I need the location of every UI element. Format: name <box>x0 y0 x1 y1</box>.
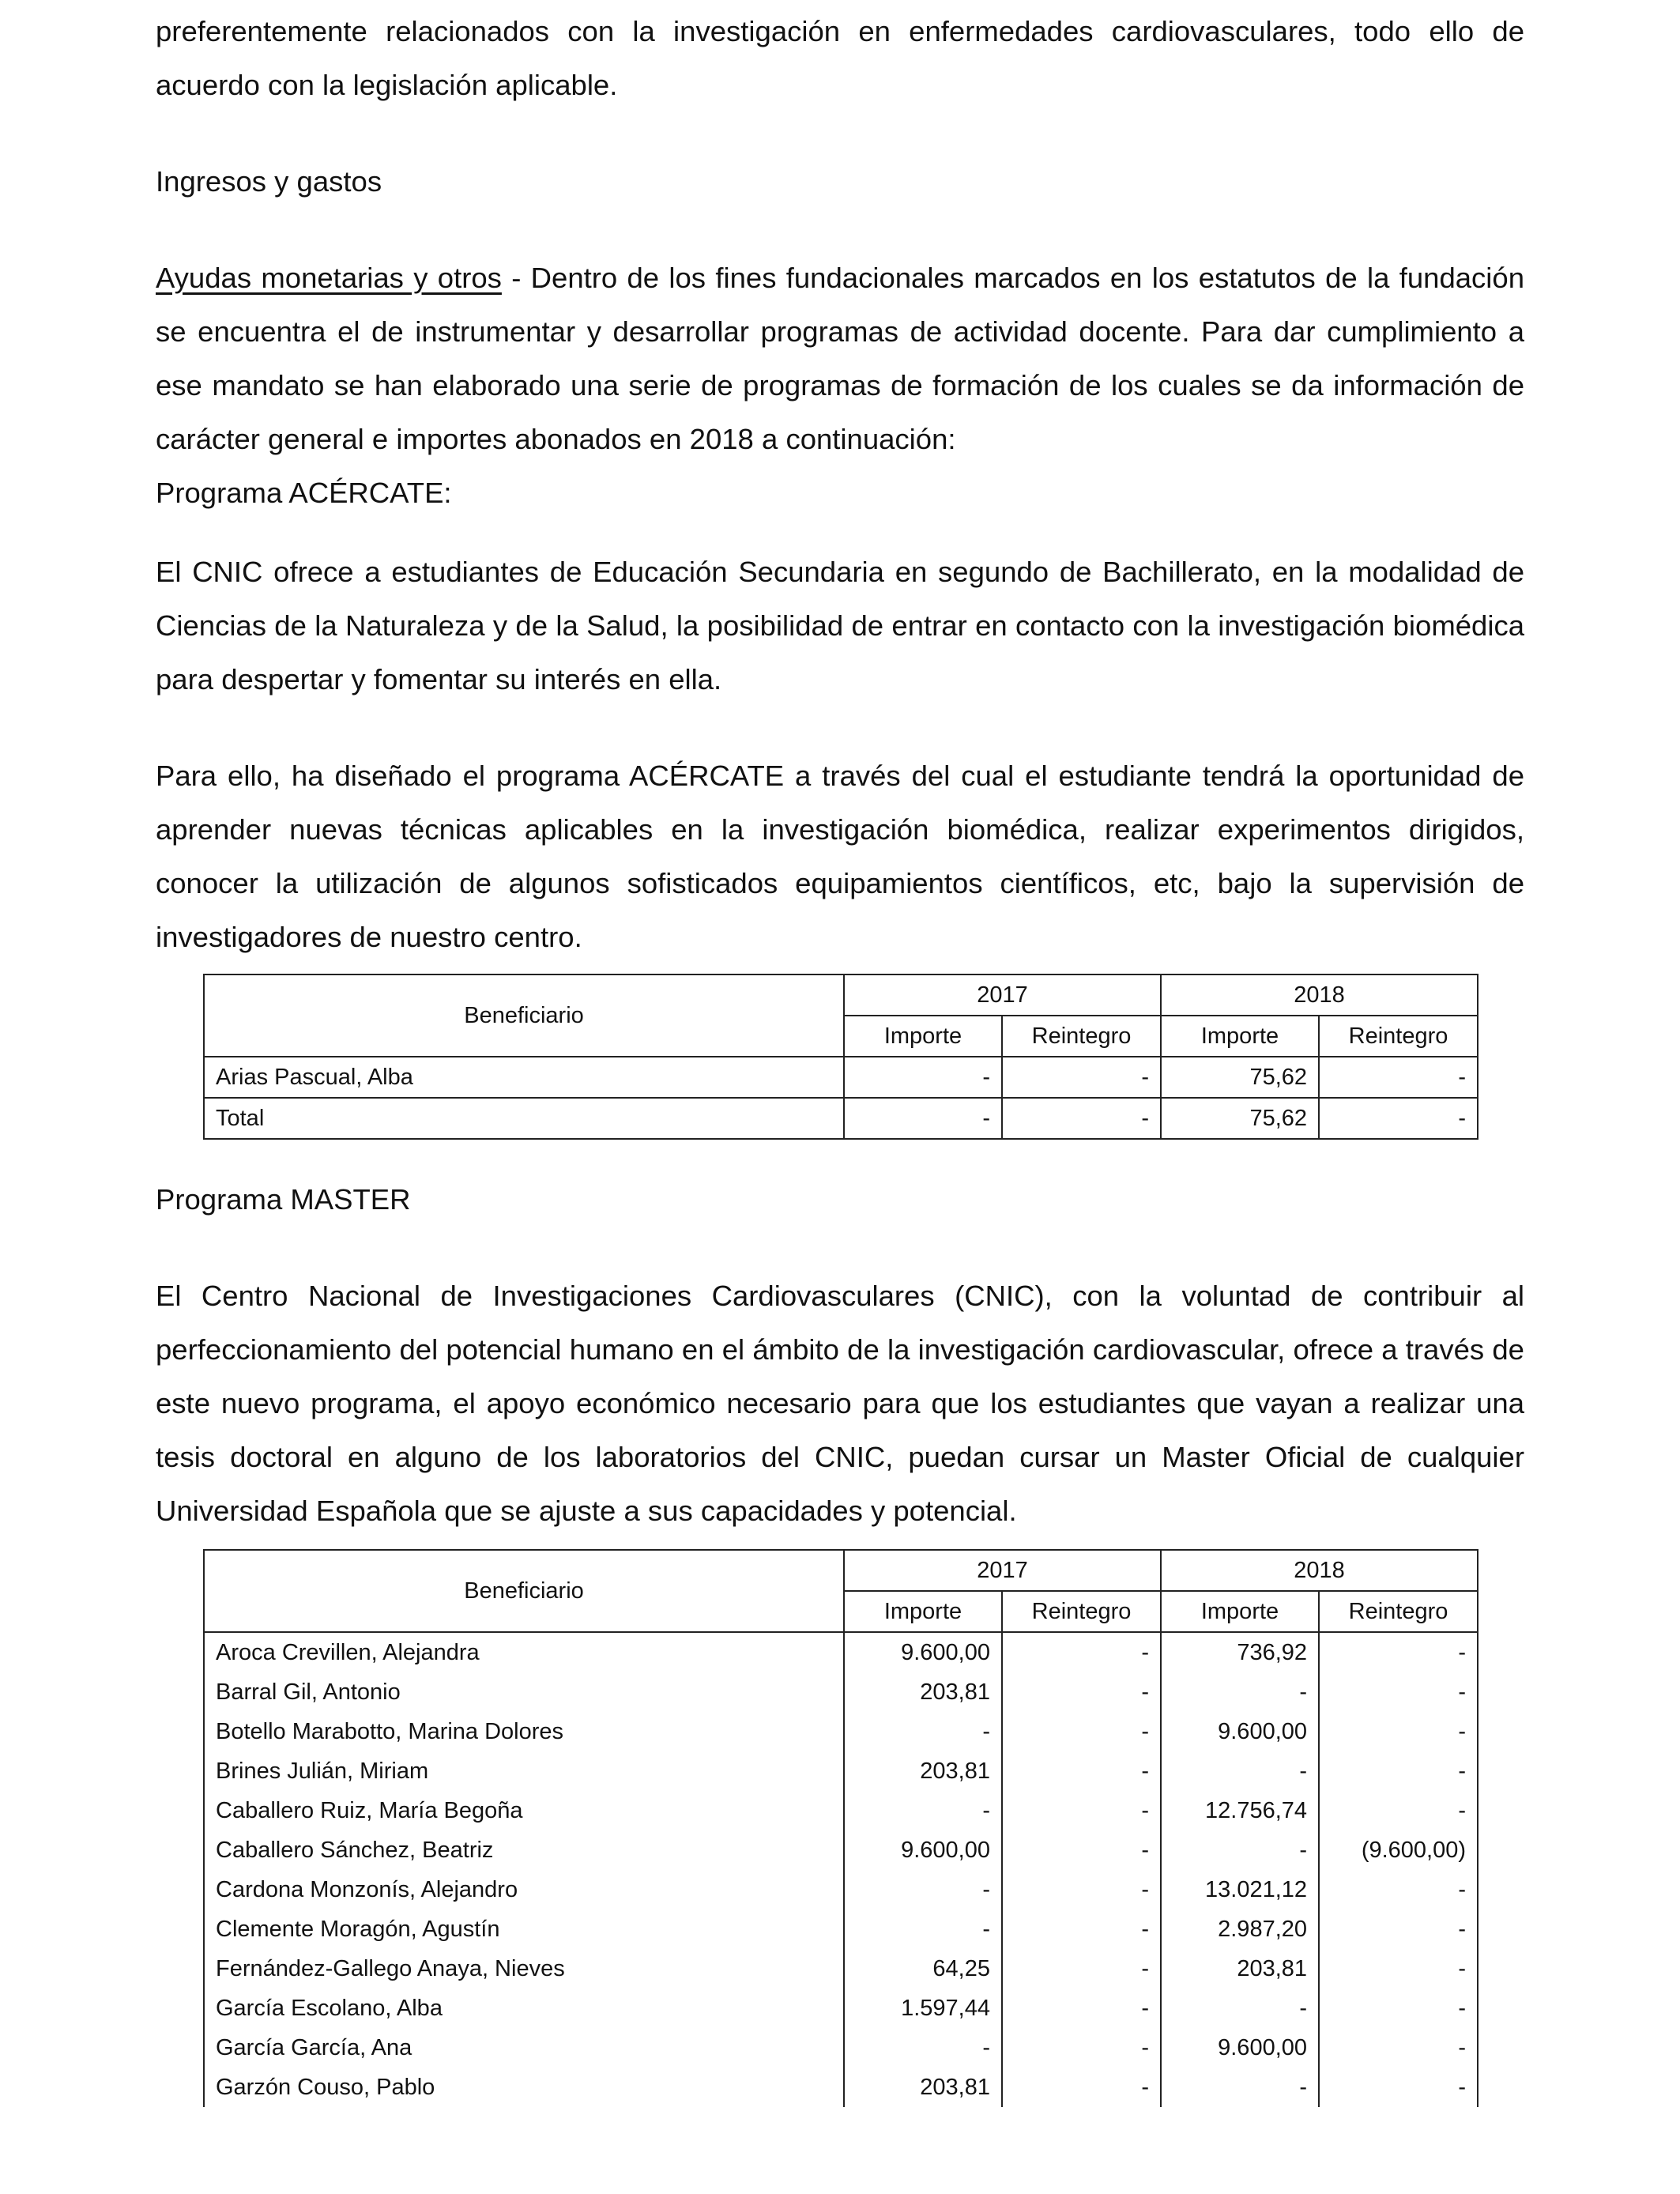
cell-name: Clemente Moragón, Agustín <box>204 1909 844 1949</box>
cell-reintegro-2017: - <box>1002 1909 1161 1949</box>
cell-reintegro-2017: - <box>1002 1791 1161 1830</box>
cell-name: Barral Gil, Antonio <box>204 1672 844 1712</box>
cell-reintegro-2018: - <box>1319 2028 1478 2068</box>
col-header-year-2018: 2018 <box>1161 974 1478 1016</box>
table-row <box>204 1751 1478 1791</box>
cell-reintegro-2018: - <box>1319 1870 1478 1909</box>
cell-reintegro-2017: - <box>1002 1989 1161 2028</box>
col-header-reintegro-2018: Reintegro <box>1319 1016 1478 1057</box>
cell-importe-2017: 203,81 <box>844 1751 1002 1791</box>
cell-importe-2017: - <box>844 1909 1002 1949</box>
cell-name: Aroca Crevillen, Alejandra <box>204 1632 844 1672</box>
cell-importe-2017: 9.600,00 <box>844 1830 1002 1870</box>
table-row <box>204 1989 1478 2028</box>
cell-reintegro-2018: - <box>1319 1672 1478 1712</box>
cell-importe-2017: - <box>844 1057 1002 1098</box>
table-row <box>204 1949 1478 1989</box>
table-row <box>204 1830 1478 1870</box>
cell-reintegro-2018: - <box>1319 1909 1478 1949</box>
cell-importe-2017: - <box>844 1870 1002 1909</box>
intro-paragraph <box>156 5 1524 112</box>
heading-programa-master: Programa MASTER <box>156 1183 411 1216</box>
cell-importe-2018: 12.756,74 <box>1161 1791 1319 1830</box>
cell-name: Caballero Ruiz, María Begoña <box>204 1791 844 1830</box>
col-header-importe-2017: Importe <box>844 1591 1002 1632</box>
cell-importe-2017: - <box>844 2028 1002 2068</box>
cell-importe-2018: - <box>1161 1672 1319 1712</box>
table-row <box>204 1870 1478 1909</box>
cell-importe-2017: - <box>844 1712 1002 1751</box>
cell-importe-2017: 9.600,00 <box>844 1632 1002 1672</box>
cell-importe-2017: 64,25 <box>844 1949 1002 1989</box>
cell-importe-2017: 203,81 <box>844 1672 1002 1712</box>
cell-importe-2017: - <box>844 1791 1002 1830</box>
cell-name: Fernández-Gallego Anaya, Nieves <box>204 1949 844 1989</box>
cell-importe-2018: 2.987,20 <box>1161 1909 1319 1949</box>
intro-line-2: acuerdo con la legislación aplicable. <box>156 69 618 101</box>
cell-reintegro-2018: - <box>1319 1712 1478 1751</box>
cell-importe-2018: 9.600,00 <box>1161 1712 1319 1751</box>
cell-reintegro-2017: - <box>1002 1098 1161 1139</box>
heading-ingresos-gastos: Ingresos y gastos <box>156 165 382 198</box>
table-row <box>204 1057 1478 1098</box>
cell-importe-2017: 1.597,44 <box>844 1989 1002 2028</box>
cell-reintegro-2017: - <box>1002 1949 1161 1989</box>
col-header-year-2018: 2018 <box>1161 1550 1478 1591</box>
col-header-year-2017: 2017 <box>844 1550 1161 1591</box>
cell-importe-2018: - <box>1161 2068 1319 2107</box>
cell-importe-2017: 203,81 <box>844 2068 1002 2107</box>
cell-importe-2018: - <box>1161 1989 1319 2028</box>
acercate-paragraph-2: Para ello, ha diseñado el programa ACÉRCATE a través del cual el estudiante tendrá la oportunidad de aprender nuevas técnicas aplicables en la investigación biomédica, realizar experimentos dirigidos, conocer la utilización de algunos sofisticados equipamientos científicos, etc, bajo la supervisión de investigadores de nuestro centro. <box>156 760 1524 953</box>
cell-importe-2018: 203,81 <box>1161 1949 1319 1989</box>
cell-name: Garzón Couso, Pablo <box>204 2068 844 2107</box>
master-table <box>203 1549 1478 2107</box>
cell-reintegro-2017: - <box>1002 2068 1161 2107</box>
table-row <box>204 2068 1478 2107</box>
col-header-year-2017: 2017 <box>844 974 1161 1016</box>
cell-name: Brines Julián, Miriam <box>204 1751 844 1791</box>
cell-name: Botello Marabotto, Marina Dolores <box>204 1712 844 1751</box>
col-header-importe-2018: Importe <box>1161 1591 1319 1632</box>
cell-reintegro-2018: - <box>1319 1791 1478 1830</box>
cell-reintegro-2018: - <box>1319 2068 1478 2107</box>
table-row <box>204 2028 1478 2068</box>
cell-reintegro-2017: - <box>1002 2028 1161 2068</box>
col-header-importe-2017: Importe <box>844 1016 1002 1057</box>
cell-reintegro-2018: (9.600,00) <box>1319 1830 1478 1870</box>
ayudas-paragraph <box>156 251 1524 466</box>
cell-reintegro-2018: - <box>1319 1057 1478 1098</box>
col-header-beneficiario: Beneficiario <box>204 1550 844 1632</box>
master-paragraph: El Centro Nacional de Investigaciones Cardiovasculares (CNIC), con la voluntad de contribuir al perfeccionamiento del potencial humano en el ámbito de la investigación cardiovascular, ofrece a través de este nuevo programa, el apoyo económico necesario para que los estudiantes que vayan a realizar una tesis doctoral en alguno de los laboratorios del CNIC, puedan cursar un Master Oficial de cualquier Universidad Española que se ajuste a sus capacidades y potencial. <box>156 1280 1524 1527</box>
col-header-importe-2018: Importe <box>1161 1016 1319 1057</box>
table-row <box>204 1712 1478 1751</box>
cell-reintegro-2017: - <box>1002 1830 1161 1870</box>
cell-name: Caballero Sánchez, Beatriz <box>204 1830 844 1870</box>
col-header-reintegro-2017: Reintegro <box>1002 1016 1161 1057</box>
table-row <box>204 1909 1478 1949</box>
cell-name: Arias Pascual, Alba <box>204 1057 844 1098</box>
ayudas-underlined-title: Ayudas monetarias y otros <box>156 262 502 294</box>
cell-importe-2018: - <box>1161 1751 1319 1791</box>
ayudas-text: - Dentro de los fines fundacionales marcados en los estatutos de la fundación se encuentra el de instrumentar y desarrollar programas de actividad docente. Para dar cumplimiento a ese mandato se han elaborado una serie de programas de formación de los cuales se da información de carácter general e importes abonados en 2018 a continuación: <box>156 262 1524 455</box>
cell-importe-2018: 9.600,00 <box>1161 2028 1319 2068</box>
cell-importe-2018: 75,62 <box>1161 1057 1319 1098</box>
heading-programa-acercate: Programa ACÉRCATE: <box>156 477 452 509</box>
acercate-paragraph-1: El CNIC ofrece a estudiantes de Educación Secundaria en segundo de Bachillerato, en la modalidad de Ciencias de la Naturaleza y de la Salud, la posibilidad de entrar en contacto con la investigación biomédica para despertar y fomentar su interés en ella. <box>156 556 1524 696</box>
cell-importe-2018: 75,62 <box>1161 1098 1319 1139</box>
cell-reintegro-2017: - <box>1002 1672 1161 1712</box>
cell-name: Cardona Monzonís, Alejandro <box>204 1870 844 1909</box>
intro-line-1: preferentemente relacionados con la investigación en enfermedades cardiovasculares, todo ello de <box>156 15 1524 47</box>
table-row <box>204 1791 1478 1830</box>
cell-name: Total <box>204 1098 844 1139</box>
col-header-beneficiario: Beneficiario <box>204 974 844 1057</box>
cell-name: García Escolano, Alba <box>204 1989 844 2028</box>
cell-reintegro-2018: - <box>1319 1751 1478 1791</box>
cell-name: García García, Ana <box>204 2028 844 2068</box>
table-row <box>204 1632 1478 1672</box>
cell-importe-2018: - <box>1161 1830 1319 1870</box>
cell-reintegro-2018: - <box>1319 1632 1478 1672</box>
cell-importe-2018: 736,92 <box>1161 1632 1319 1672</box>
table-row <box>204 1672 1478 1712</box>
cell-reintegro-2017: - <box>1002 1632 1161 1672</box>
cell-reintegro-2018: - <box>1319 1949 1478 1989</box>
master-table-body <box>204 1632 1478 2107</box>
cell-reintegro-2017: - <box>1002 1712 1161 1751</box>
cell-importe-2018: 13.021,12 <box>1161 1870 1319 1909</box>
cell-reintegro-2018: - <box>1319 1098 1478 1139</box>
col-header-reintegro-2017: Reintegro <box>1002 1591 1161 1632</box>
cell-reintegro-2017: - <box>1002 1057 1161 1098</box>
acercate-table <box>203 974 1478 1140</box>
col-header-reintegro-2018: Reintegro <box>1319 1591 1478 1632</box>
cell-reintegro-2017: - <box>1002 1751 1161 1791</box>
table-row-total <box>204 1098 1478 1139</box>
cell-reintegro-2017: - <box>1002 1870 1161 1909</box>
cell-importe-2017: - <box>844 1098 1002 1139</box>
cell-reintegro-2018: - <box>1319 1989 1478 2028</box>
